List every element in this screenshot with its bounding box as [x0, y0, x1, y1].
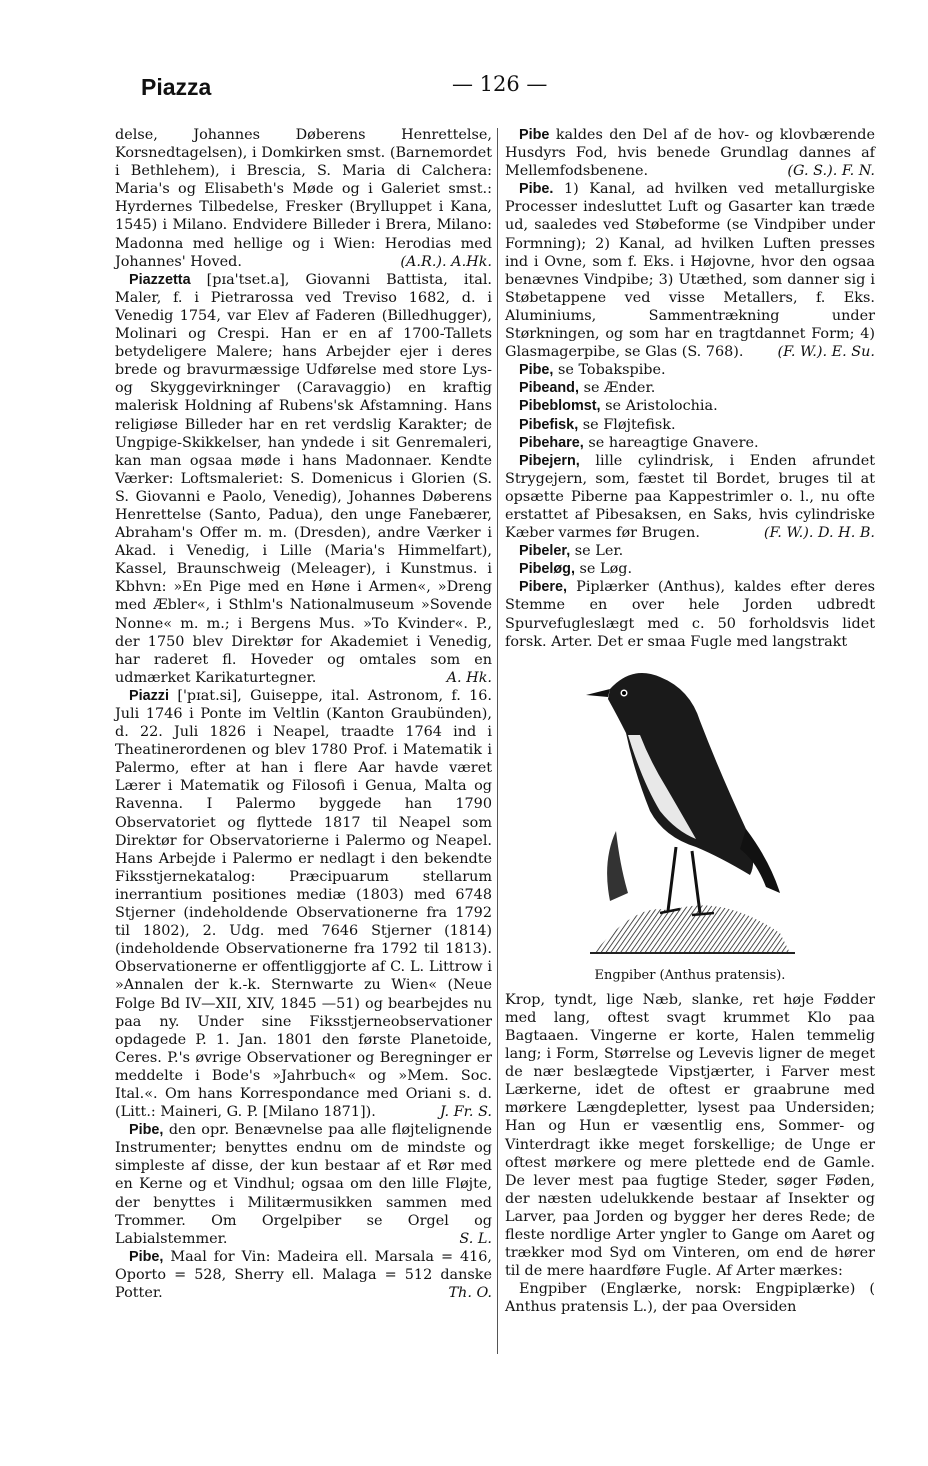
- entry-pibe-tobak: Pibe, se Tobakspibe.: [519, 362, 666, 379]
- running-headword: Piazza: [141, 74, 212, 100]
- entry-pibelog: Pibeløg, se Løg.: [519, 561, 633, 578]
- entry-pibeler: Pibeler, se Ler.: [519, 543, 624, 560]
- entry-pibe-fod: Pibe kaldes den Del af de hov- og klovbærende Husdyrs Fod, hvis benede Grundlag dannes af Mellemfodsbenene. (G. S.). F. N.: [505, 127, 876, 180]
- entry-pibehare: Pibehare, se hareagtige Gnavere.: [519, 434, 759, 451]
- page-number: — 126 —: [452, 72, 548, 96]
- meadow-pipit-illustration: [580, 661, 800, 961]
- figure-caption: Engpiber (Anthus pratensis).: [594, 967, 786, 983]
- entry-pibefisk: Pibefisk, se Fløjtefisk.: [519, 416, 676, 433]
- entry-pibe-kanal: Pibe. 1) Kanal, ad hvilken ved metallurgiske Processer indesluttet Luft og Gasarter kan træde ud, saaledes ved Støbeforme (se Vindpiber under Formning); 2) Kanal, ad hvilken Luften presses ind i Ovne, som f. Eks. i Højovne, hvor den ogsaa benævnes Vindpibe; 3) Utæthed, som danner sig i Støbetappene ved visse Metallers, f. Eks. Aluminiums, Sammentrækning under Størkningen, og som har en tragtdannet Form; 4) Glasmagerpibe, se Glas (S. 768). (F. W.). E. Su.: [505, 181, 875, 361]
- entry-pibe-maal: Pibe, Maal for Vin: Madeira ell. Marsala = 416, Oporto = 528, Sherry ell. Malaga = 512 danske Potter. Th. O.: [115, 1248, 492, 1301]
- entry-engpiber: Engpiber (Englærke, norsk: Engpiplærke) ( Anthus pratensis L.), der paa Oversiden: [505, 1281, 875, 1316]
- entry-pibere-continued: Krop, tyndt, lige Næb, slanke, ret høje Fødder med lang, oftest svagt krummet Klo paa Bagtaaen. Vingerne er korte, Halen temmelig lang; i Form, Størrelse og Levevis ligner de meget de nær beslægtede Vipstjærter, i Farver mest Lærkerne, idet de oftest er graabrune med mørkere Længdepletter, lysest paa Undersiden; Han og Hun er væsentlig ens, Sommer- og Vinterdragt ikke meget forskellige; de Unge er oftest mørkere og mere plettede end de Gamle. De lever mest paa fugtige Steder, søger Føden, der næsten udelukkende bestaar af Insekter og Larver, paa Jorden og bygger her deres Rede; de fleste nordlige Arter yngler to Gange om Aaret og trækker mod Syd om Vinteren, om end de hører til de mere haardføre Fugle. Af Arter mærkes:: [505, 991, 875, 1280]
- left-column: [115, 126, 492, 1302]
- entry-continuation: delse, Johannes Døberens Henrettelse, Korsnedtagelsen), i Domkirken smst. (Barnemordet i Bethlehem), i Brescia, S. Maria di Calchera: Maria's og Elisabeth's Møde og i Galeriet smst.: Hyrdernes Tilbedelse, Fresker (Brylluppet i Kana, 1545) i Milano. Endvidere Billeder i Brera, Milano: Madonna med hellige og i Wien: Herodias med Johannes' Hoved. (A.R.). A.Hk.: [115, 127, 492, 270]
- page-header: [0, 66, 928, 106]
- column-divider: [497, 128, 498, 1354]
- entry-pibeblomst: Pibeblomst, se Aristolochia.: [519, 398, 718, 415]
- entry-piazzi: Piazzi ['pɪat.si], Guiseppe, ital. Astronom, f. 16. Juli 1746 i Ponte im Veltlin (Kanton Graubünden), d. 22. Juli 1826 i Neapel, traadte 1764 ind i Theatinerordenen og blev 1780 Prof. i Matematik i Palermo, efter at han i flere Aar havde været Lærer i Matematik og Filosofi i Genua, Malta og Ravenna. I Palermo byggede han 1790 Observatoriet og flyttede 1817 til Neapel som Direktør for Observatorierne i Palermo og Neapel. Hans Arbejde i Palermo er nedlagt i den bekendte Fiksstjernekatalog: Præcipuarum stellarum inerrantium positiones mediæ (1803) med 6748 Stjerner (indeholdende Observationerne fra 1792 til 1802), 2. Udg. med 7646 Stjerner (1814) (indeholdende Observationerne fra 1792 til 1813). Observationerne er offentliggjorte af C. L. Littrow i »Annalen der k.-k. Sternwarte zu Wien« (Neue Folge Bd IV—XII, XIV, 1845 —51) og bearbejdes nu paa ny. Under sine Fiksstjerneobservationer opdagede P. 1. Jan. 1801 den første Planetoide, Ceres. P.'s øvrige Observationer og Beregninger er meddelte i Bode's »Jahrbuch« og »Mem. Soc. Ital.«. Om hans Korrespondance med Oriani s. d. (Litt.: Maineri, G. P. [Milano 1871]). J. Fr. S.: [115, 687, 492, 1121]
- entry-pibeand: Pibeand, se Ænder.: [519, 380, 656, 397]
- bird-figure: [505, 661, 875, 985]
- entry-pibe-instrument: Pibe, den opr. Benævnelse paa alle fløjtelignende Instrumenter; benyttes endnu om de mindste og simpleste af disse, der kun bestaar af et Rør med en Kerne og et Vindhul; ogsaa om den lille Fløjte, der benyttes i Militærmusikken sammen med Trommer. Om Orgelpiber se Orgel og Labialstemmer. S. L.: [115, 1122, 492, 1247]
- entry-pibere: Pibere, Piplærker (Anthus), kaldes efter deres Stemme en over hele Jorden udbredt Spurvefuglеslægt med c. 50 forholdsvis lidet forsk. Arter. Det er smaa Fugle med langstrakt: [505, 579, 875, 650]
- entry-pibejern: Pibejern, lille cylindrisk, i Enden afrundet Strygejern, som, fæstet til Bordet, bruges til at opsætte Piberne paa Kappestrimler o. l., nu ofte erstattet af Pibesaksen, en Saks, hvis cylindriske Kæber varmes før Brugen. (F. W.). D. H. B.: [505, 452, 875, 542]
- entry-piazzetta: Piazzetta [pɪa'tset.a], Giovanni Battista, ital. Maler, f. i Pietrarossa ved Treviso 1682, d. i Venedig 1754, var Elev af Faderen (Billedhugger), Molinari og Crespi. Han er en af 1700-Tallets betydeligere Malere; hans Arbejder ejer i deres brede og bravurmæssige Udførelse med store Lys- og Skyggevirkninger (Caravaggio) en kraftig malerisk Holdning af Rubens'sk Afstamning. Hans religiøse Billeder har en ret verdslig Karakter; de Ungpige-Skikkelser, han yndede i sit Genremaleri, kan man ogsaa møde i hans Madonnaer. Kendte Værker: Loftsmaleriet: S. Domenicus i Glorien (S. S. Giovanni e Paolo, Venedig), Johannes Døberens Henrettelse (Santo, Padua), den unge Fanebærer, Abraham's Offer m. m. (Dresden), andre Værker i Akad. i Venedig, i Lille (Maria's Himmelfart), Kassel, Braunschweig (Meleager), i Kunstmus. i Kbhvn: »En Pige med en Høne i Armen«, »Dreng med Æbler«, i Sthlm's Nationalmuseum »Sovende Nonne« m. m.; i Bergens Mus. »To Kvinder«. P., der 1750 blev Direktør for Akademiet i Venedig, har raderet fl. Hoveder og omtales som en udmærket Karikaturtegner. A. Hk.: [115, 271, 492, 686]
- right-column: [505, 126, 875, 1317]
